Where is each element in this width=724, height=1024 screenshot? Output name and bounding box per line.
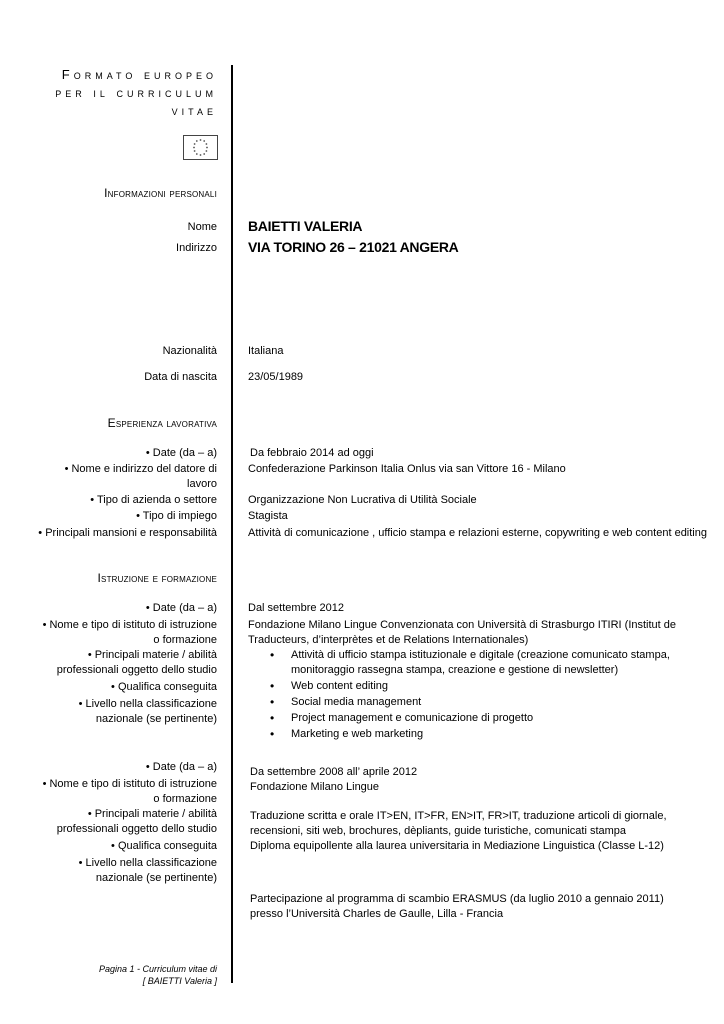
work-job-value: Stagista [248,510,288,522]
edu2-labels [43,760,217,886]
work-employer-value: Confederazione Parkinson Italia Onlus via san Vittore 16 - Milano [248,463,566,475]
edu1-subjects-list [248,648,678,742]
edu1-level-label-line2: nazionale (se pertinente) [95,713,217,725]
edu2-level-label-line1: • Livello nella classificazione [78,857,217,869]
work-sector-label: • Tipo di azienda o settore [90,494,217,506]
footer-line2: [ BAIETTI Valeria ] [142,976,217,986]
nationality-value: Italiana [248,345,284,357]
birth-date-value: 23/05/1989 [248,371,304,383]
cv-title-line3: vitae [171,103,217,118]
work-dates-value: Da febbraio 2014 ad oggi [250,447,374,459]
list-item: • Web content editing [248,679,678,694]
cv-title-line2: per il curriculum [55,85,217,100]
edu2-subjects-label-line2: professionali oggetto dello studio [56,823,217,835]
edu2-values [250,765,680,922]
edu1-level-label-line1: • Livello nella classificazione [78,698,217,710]
edu1-subjects-label-line2: professionali oggetto dello studio [56,664,217,676]
edu2-extra-line1: Partecipazione al programma di scambio ERASMUS (da luglio 2010 a gennaio 2011) [250,893,664,905]
edu1-values [248,601,678,743]
name-label: Nome [187,221,217,233]
edu2-qualification-value: Diploma equipollente alla laurea universitaria in Mediazione Linguistica (Classe L-12) [250,840,664,852]
name-value: BAIETTI VALERIA [248,218,363,234]
work-employer-label-line1: • Nome e indirizzo del datore di [64,463,217,475]
edu2-dates-value: Da settembre 2008 all’ aprile 2012 [250,766,418,778]
edu1-qualification-label: • Qualifica conseguita [111,681,217,693]
list-item-text: Attività di ufficio stampa istituzionale e digitale (creazione comunicato stampa, [291,649,670,661]
edu2-institute-value: Fondazione Milano Lingue [250,781,380,793]
list-item: • Marketing e web marketing [248,727,678,742]
page-footer [99,963,217,987]
address-value: VIA TORINO 26 – 21021 ANGERA [248,239,459,255]
edu2-institute-label-line1: • Nome e tipo di istituto di istruzione [42,778,217,790]
address-label: Indirizzo [176,242,217,254]
edu1-institute-value-line2: Traducteurs, d’interprètes et de Relations Internationales) [248,634,529,646]
cv-title [55,66,217,120]
edu2-dates-label: • Date (da – a) [145,761,217,773]
edu1-institute-value-line1: Fondazione Milano Lingue Convenzionata con Università di Strasburgo ITIRI (Institut de [248,619,677,631]
section-education: Istruzione e formazione [97,571,217,585]
list-item: • Project management e comunicazione di progetto [248,711,678,726]
footer-line1: Pagina 1 - Curriculum vitae di [98,964,217,974]
edu1-institute-label-line1: • Nome e tipo di istituto di istruzione [42,619,217,631]
edu1-subjects-label-line1: • Principali materie / abilità [87,649,217,661]
list-item-text-cont: monitoraggio rassegna stampa, creazione e gestione di newsletter) [291,664,619,676]
section-work-experience: Esperienza lavorativa [107,416,217,430]
edu2-extra-line2: presso l’Università Charles de Gaulle, Lilla - Francia [250,908,504,920]
column-divider [231,65,233,983]
list-item [248,648,678,678]
edu1-dates-value: Dal settembre 2012 [248,602,344,614]
list-item: • Social media management [248,695,678,710]
edu2-institute-label-line2: o formazione [153,793,217,805]
work-employer-label [65,462,217,492]
work-duties-label: • Principali mansioni e responsabilità [38,527,217,539]
birth-date-label: Data di nascita [144,371,217,383]
edu1-labels [43,601,217,727]
edu2-qualification-label: • Qualifica conseguita [111,840,217,852]
work-duties-value: Attività di comunicazione , ufficio stampa e relazioni esterne, copywriting e web content editing [248,527,707,539]
edu2-subjects-label-line1: • Principali materie / abilità [87,808,217,820]
cv-title-line1: Formato europeo [61,67,217,82]
work-job-label: • Tipo di impiego [136,510,217,522]
work-employer-label-line2: lavoro [187,478,217,490]
work-dates-label: • Date (da – a) [145,447,217,459]
section-personal-info: Informazioni personali [104,186,217,200]
edu1-institute-label-line2: o formazione [153,634,217,646]
nationality-label: Nazionalità [162,345,217,357]
edu2-subjects-value-line1: Traduzione scritta e orale IT>EN, IT>FR, EN>IT, FR>IT, traduzione articoli di giornale, [250,810,667,822]
eu-flag-icon [183,135,218,160]
edu2-level-label-line2: nazionale (se pertinente) [95,872,217,884]
edu2-subjects-value-line2: recensioni, siti web, brochures, dèpliants, guide turistiche, comunicati stampa [250,825,627,837]
work-sector-value: Organizzazione Non Lucrativa di Utilità Sociale [248,494,477,506]
edu1-dates-label: • Date (da – a) [145,602,217,614]
